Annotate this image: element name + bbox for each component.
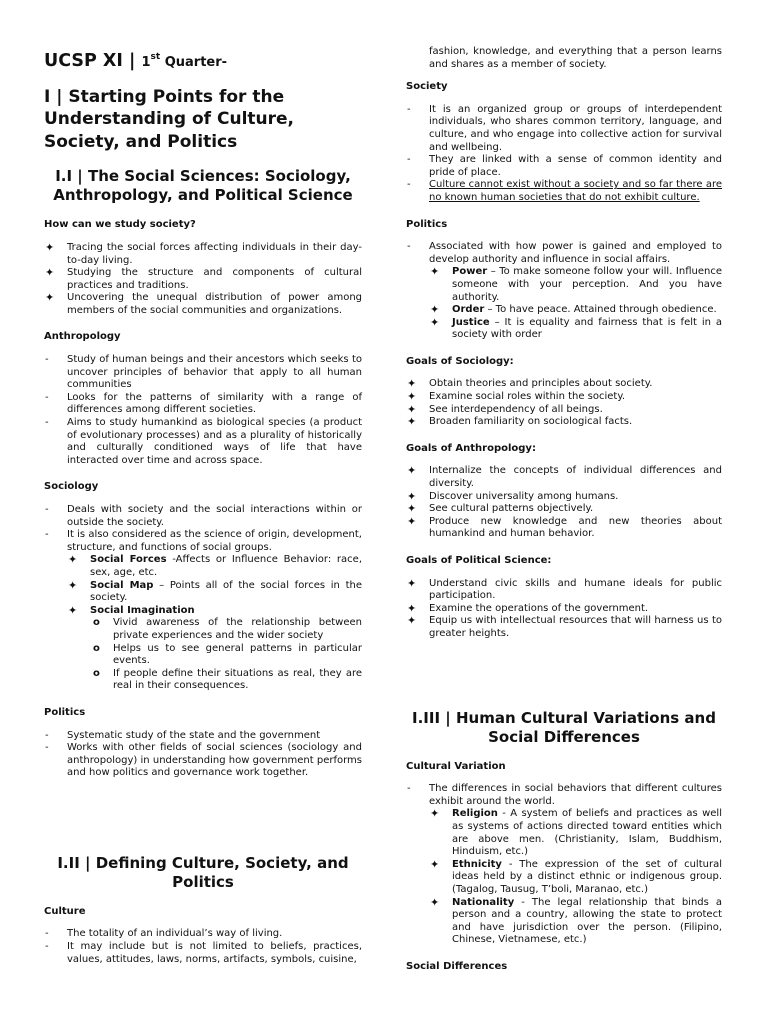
list-item [406, 378, 722, 391]
list-item-text: The differences in social behaviors that different cultures exhibit around the world. [429, 783, 722, 807]
definition-text: – It is equality and fairness that is felt in a society with order [452, 316, 722, 341]
bullet-cross-icon: ✦ [430, 895, 440, 909]
bullet-dash: - [45, 391, 49, 403]
bullet-cross-icon: ✦ [407, 601, 417, 615]
list-item [406, 104, 722, 154]
term-social-imagination: Social Imagination [90, 604, 195, 616]
list-item-text: Associated with how power is gained and employed to develop authority and influence in social affairs. [429, 241, 722, 265]
cultural-variation-list [406, 783, 722, 947]
list-item [406, 416, 722, 429]
bullet-cross-icon: ✦ [430, 807, 440, 821]
list-item [44, 941, 362, 966]
bullet-cross-icon: ✦ [430, 857, 440, 871]
list-item-text: Uncovering the unequal distribution of power among members of the social communities and organizations. [67, 292, 362, 316]
list-item [406, 179, 722, 204]
list-item [44, 267, 362, 292]
list-item-text: It is an organized group or groups of interdependent individuals, who shares common territory, language, and culture, and who engage into collective action for survival and wellbeing. [429, 103, 722, 153]
bullet-cross-icon: ✦ [430, 265, 440, 279]
title-quarter: Quarter- [160, 54, 228, 70]
list-item [44, 529, 362, 693]
list-item [406, 241, 722, 342]
list-item-text: It may include but is not limited to beliefs, practices, values, attitudes, laws, norms, artifacts, symbols, cuisine, [67, 941, 362, 965]
cultural-variation-sublist [429, 808, 722, 947]
bullet-cross-icon: ✦ [407, 514, 417, 528]
question-heading: How can we study society? [44, 219, 196, 231]
section-heading-social-sciences: I.I | The Social Sciences: Sociology, Anthropology, and Political Science [53, 167, 353, 205]
list-item-text: Obtain theories and principles about society. [429, 378, 653, 390]
list-item [67, 605, 362, 693]
list-item [44, 928, 362, 941]
bullet-cross-icon: ✦ [68, 553, 78, 567]
list-item [44, 504, 362, 529]
list-item-text: Examine the operations of the government. [429, 602, 649, 614]
left-column [44, 0, 362, 966]
part-heading: I | Starting Points for the Understanding of Culture, Society, and Politics [44, 86, 294, 152]
list-item-text: Deals with society and the social interactions within or outside the society. [67, 504, 362, 528]
list-item [44, 742, 362, 780]
bullet-cross-icon: ✦ [430, 315, 440, 329]
title-quarter-num: 1 [141, 54, 151, 70]
goals-anthropology-heading: Goals of Anthropology: [406, 442, 536, 454]
bullet-dash: - [407, 241, 411, 253]
bullet-cross-icon: ✦ [407, 377, 417, 391]
bullet-cross-icon: ✦ [407, 489, 417, 503]
politics-heading: Politics [44, 706, 86, 718]
list-item [406, 615, 722, 640]
bullet-cross-icon: ✦ [430, 303, 440, 317]
list-item-text: Works with other fields of social sciences (sociology and anthropology) in understanding how government performs and how politics and governance work together. [67, 742, 362, 779]
title-subject: UCSP XI | [44, 50, 142, 71]
society-heading: Society [406, 81, 448, 93]
goals-political-science-heading: Goals of Political Science: [406, 555, 552, 566]
bullet-o: o [93, 617, 100, 629]
list-item-text: It is also considered as the science of origin, development, structure, and functions of social groups. [67, 529, 362, 553]
term-justice: Justice [452, 316, 490, 328]
list-item [406, 404, 722, 417]
list-item [406, 783, 722, 947]
bullet-dash: - [45, 729, 49, 741]
bullet-dash: - [407, 179, 411, 191]
list-item-text: Vivid awareness of the relationship between private experiences and the wider society [113, 617, 362, 641]
bullet-dash: - [45, 928, 49, 940]
definition-text: – To have peace. Attained through obedience. [484, 304, 717, 316]
document-title [44, 46, 362, 74]
society-list [406, 104, 722, 205]
list-item [90, 668, 362, 693]
list-item [44, 242, 362, 267]
bullet-dash: - [45, 504, 49, 516]
list-item [406, 503, 722, 516]
bullet-cross-icon: ✦ [407, 402, 417, 416]
study-list [44, 242, 362, 318]
term-order: Order [452, 304, 485, 316]
list-item-text: Studying the structure and components of cultural practices and traditions. [67, 267, 362, 291]
politics-list [406, 241, 722, 342]
bullet-dash: - [407, 783, 411, 795]
politics-sublist [429, 266, 722, 342]
list-item-text: Study of human beings and their ancestors which seeks to uncover principles of behavior that apply to all human communities [67, 354, 362, 391]
section-heading-cultural-variations: I.III | Human Cultural Variations and Social Differences [412, 708, 716, 746]
list-item-text: Looks for the patterns of similarity with a range of differences among different societies. [67, 391, 362, 416]
definition-text: - The expression of the set of cultural ideas held by a distinct ethnic or indigenous group. (Tagalog, Tausug, T’boli, Maranao, etc.) [452, 858, 722, 895]
list-item [44, 354, 362, 392]
list-item [406, 491, 722, 504]
list-item-text: Aims to study humankind as biological species (a product of evolutionary processes) and as a plurality of historically and culturally conditioned ways of life that have interacted over time and across space. [67, 417, 362, 466]
bullet-cross-icon: ✦ [68, 578, 78, 592]
list-item [44, 417, 362, 467]
list-item [406, 391, 722, 404]
definition-text: – Points all of the social forces in the society. [90, 579, 362, 604]
bullet-cross-icon: ✦ [45, 240, 55, 254]
bullet-cross-icon: ✦ [45, 291, 55, 305]
bullet-o: o [93, 667, 100, 679]
bullet-cross-icon: ✦ [68, 603, 78, 617]
sociology-heading: Sociology [44, 481, 99, 493]
list-item [429, 266, 722, 304]
goals-sociology-list [406, 378, 722, 428]
list-item-text: Equip us with intellectual resources that will harness us to greater heights. [429, 615, 722, 639]
list-item-text: See cultural patterns objectively. [429, 503, 594, 515]
bullet-o: o [93, 642, 100, 654]
bullet-cross-icon: ✦ [45, 266, 55, 280]
bullet-dash: - [45, 417, 49, 429]
list-item [90, 643, 362, 668]
culture-heading: Culture [44, 905, 86, 917]
list-item [406, 603, 722, 616]
bullet-dash: - [45, 354, 49, 366]
section-heading-defining: I.II | Defining Culture, Society, and Politics [57, 853, 349, 891]
underlined-text: Culture cannot exist without a society and so far there are no known human societies that do not exhibit culture. [429, 179, 722, 203]
definition-text: -Affects or Influence Behavior: race, sex, age, etc. [90, 554, 362, 578]
politics-list [44, 730, 362, 780]
list-item [67, 554, 362, 579]
list-item-text: Helps us to see general patterns in particular events. [113, 642, 362, 667]
goals-anthropology-list [406, 465, 722, 541]
term-social-forces: Social Forces [90, 554, 167, 566]
list-item-text: Produce new knowledge and new theories about humankind and human behavior. [429, 515, 722, 540]
goals-sociology-heading: Goals of Sociology: [406, 355, 514, 367]
list-item [429, 304, 722, 317]
anthropology-heading: Anthropology [44, 331, 121, 343]
goals-political-science-list [406, 578, 722, 641]
term-social-map: Social Map [90, 579, 154, 591]
list-item-text: See interdependency of all beings. [429, 403, 603, 415]
list-item-text: Understand civic skills and humane ideals for public participation. [429, 577, 722, 602]
list-item [429, 859, 722, 897]
culture-continuation: fashion, knowledge, and everything that a person learns and shares as a member of society. [429, 46, 722, 70]
list-item [67, 580, 362, 605]
bullet-cross-icon: ✦ [407, 390, 417, 404]
list-item-text: If people define their situations as real, they are real in their consequences. [113, 667, 362, 692]
bullet-cross-icon: ✦ [407, 502, 417, 516]
bullet-cross-icon: ✦ [407, 464, 417, 478]
term-nationality: Nationality [452, 896, 515, 908]
title-sup: st [150, 52, 161, 62]
cultural-variation-heading: Cultural Variation [406, 760, 506, 772]
list-item-text: The totality of an individual’s way of living. [67, 928, 283, 940]
term-power: Power [452, 266, 488, 278]
sociology-sublist [67, 554, 362, 693]
list-item [44, 292, 362, 317]
definition-text: - A system of beliefs and practices as well as systems of actions directed toward entities which are above men. (Christianity, Islam, Buddhism, Hinduism, etc.) [452, 808, 722, 858]
list-item [406, 578, 722, 603]
bullet-dash: - [45, 529, 49, 541]
bullet-cross-icon: ✦ [407, 576, 417, 590]
culture-list [44, 928, 362, 966]
list-item [429, 897, 722, 947]
term-ethnicity: Ethnicity [452, 858, 502, 870]
list-item-text: Tracing the social forces affecting individuals in their day-to-day living. [67, 241, 362, 266]
list-item-text: Systematic study of the state and the government [67, 729, 321, 741]
list-item [429, 808, 722, 858]
list-item-text: Examine social roles within the society. [429, 391, 626, 403]
definition-text: - The legal relationship that binds a person and a country, allowing the state to protect and have jurisdiction over the person. (Filipino, Chinese, Vietnamese, etc.) [452, 896, 722, 946]
sociology-list [44, 504, 362, 693]
social-differences-heading: Social Differences [406, 960, 508, 972]
anthropology-list [44, 354, 362, 467]
list-item [429, 317, 722, 342]
list-item-text: Discover universality among humans. [429, 490, 619, 502]
bullet-cross-icon: ✦ [407, 614, 417, 628]
list-item [406, 154, 722, 179]
politics-heading: Politics [406, 218, 448, 230]
list-item-text: Broaden familiarity on sociological facts. [429, 416, 633, 428]
list-item-text: They are linked with a sense of common identity and pride of place. [429, 154, 722, 178]
list-item [90, 617, 362, 642]
bullet-dash: - [407, 103, 411, 115]
bullet-dash: - [45, 742, 49, 754]
term-religion: Religion [452, 808, 498, 820]
list-item [406, 465, 722, 490]
bullet-cross-icon: ✦ [407, 415, 417, 429]
list-item [44, 730, 362, 743]
bullet-dash: - [45, 941, 49, 953]
list-item [44, 392, 362, 417]
list-item [406, 516, 722, 541]
definition-text: – To make someone follow your will. Influence someone with your perception. And you have authority. [452, 266, 722, 303]
list-item-text: Internalize the concepts of individual differences and diversity. [429, 465, 722, 490]
right-column [406, 0, 722, 973]
imagination-sublist [90, 617, 362, 693]
bullet-dash: - [407, 154, 411, 166]
